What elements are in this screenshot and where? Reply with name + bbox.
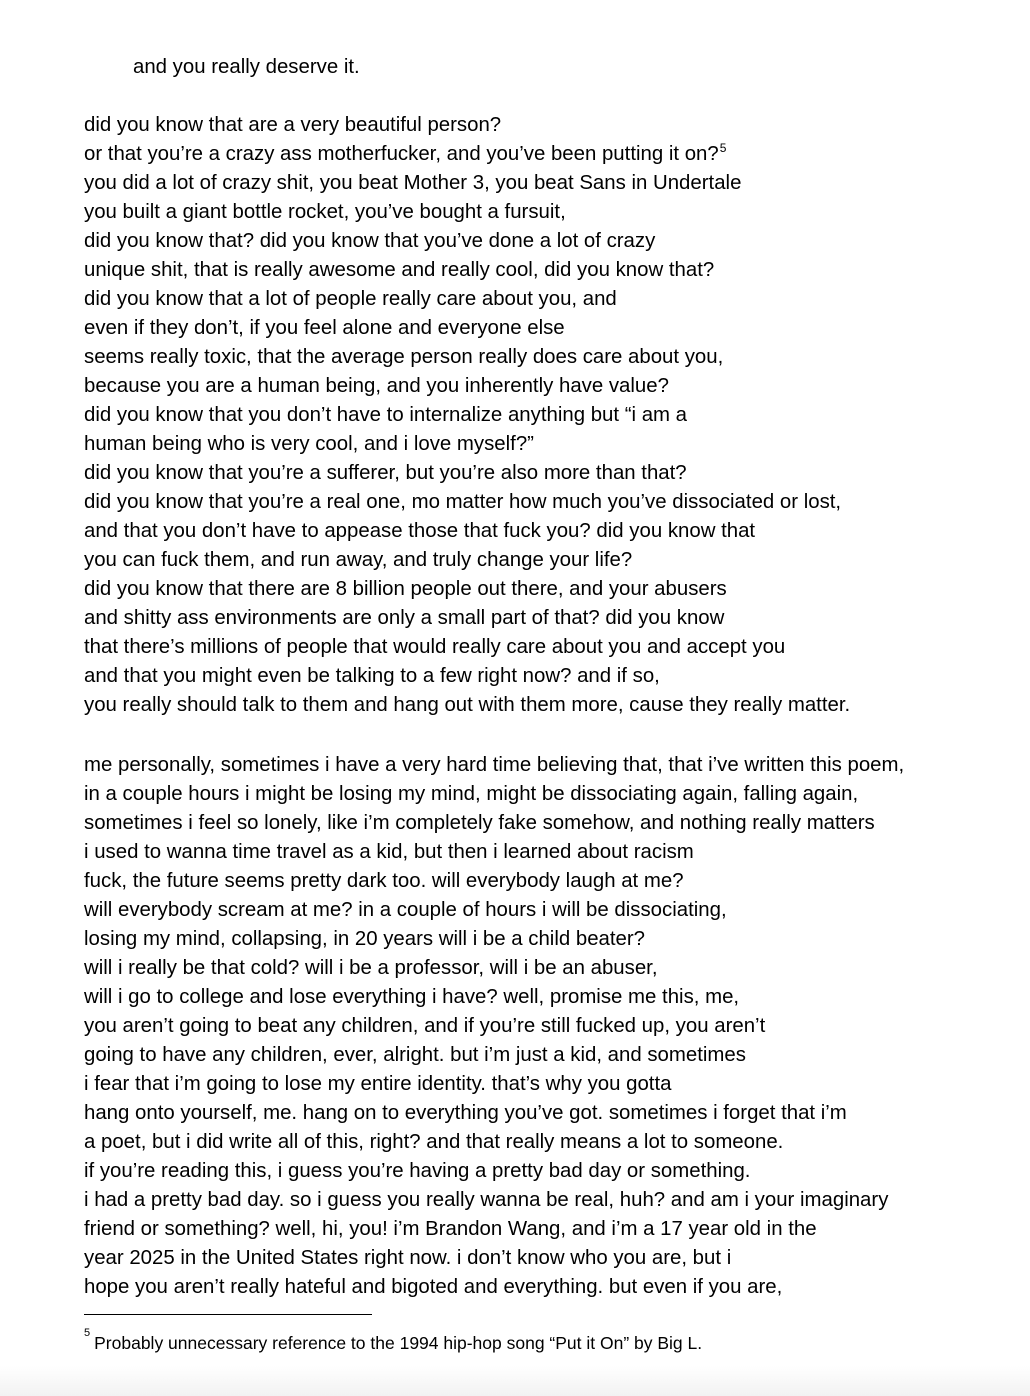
footnote-number: 5 [84,1327,91,1339]
poem-line: and that you don’t have to appease those that fuck you? did you know that [84,520,756,542]
poem-line: because you are a human being, and you inherently have value? [84,375,669,397]
poem-line: i used to wanna time travel as a kid, but then i learned about racism [84,841,694,863]
poem-line: did you know that? did you know that you’ve done a lot of crazy [84,230,656,252]
poem-line: hope you aren’t really hateful and bigoted and everything. but even if you are, [84,1276,783,1298]
poem-line: seems really toxic, that the average person really does care about you, [84,346,724,368]
poem-line: if you’re reading this, i guess you’re having a pretty bad day or something. [84,1160,751,1182]
poem-line: friend or something? well, hi, you! i’m Brandon Wang, and i’m a 17 year old in the [84,1218,817,1240]
poem-line: and that you might even be talking to a few right now? and if so, [84,665,660,687]
poem-line: unique shit, that is really awesome and really cool, did you know that? [84,259,715,281]
poem-line: did you know that there are 8 billion people out there, and your abusers [84,578,727,600]
poem-line: you really should talk to them and hang out with them more, cause they really matter. [84,694,851,716]
poem-line: will everybody scream at me? in a couple of hours i will be dissociating, [84,899,727,921]
poem-line: that there’s millions of people that would really care about you and accept you [84,636,786,658]
poem-line: losing my mind, collapsing, in 20 years will i be a child beater? [84,928,646,950]
poem-line: going to have any children, ever, alright. but i’m just a kid, and sometimes [84,1044,746,1066]
footnote-text: Probably unnecessary reference to the 1994 hip-hop song “Put it On” by Big L. [94,1332,703,1353]
poem-line: you can fuck them, and run away, and truly change your life? [84,549,633,571]
poem-line: in a couple hours i might be losing my mind, might be dissociating again, falling again, [84,783,859,805]
footnote-separator [84,1314,372,1315]
poem-line: you aren’t going to beat any children, and if you’re still fucked up, you aren’t [84,1015,766,1037]
poem-line-text: or that you’re a crazy ass motherfucker, and you’ve been putting it on? [84,143,719,165]
poem-line: you built a giant bottle rocket, you’ve bought a fursuit, [84,201,566,223]
poem-line: a poet, but i did write all of this, right? and that really means a lot to someone. [84,1131,784,1153]
poem-line: did you know that a lot of people really care about you, and [84,288,617,310]
poem-line: i had a pretty bad day. so i guess you really wanna be real, huh? and am i your imaginary [84,1189,889,1211]
poem-opening-line: and you really deserve it. [133,56,360,78]
poem-line: sometimes i feel so lonely, like i’m completely fake somehow, and nothing really matters [84,812,875,834]
poem-line: i fear that i’m going to lose my entire identity. that’s why you gotta [84,1073,672,1095]
poem-line: did you know that you don’t have to internalize anything but “i am a [84,404,688,426]
page-bottom-edge [0,1366,1030,1396]
poem-line: will i go to college and lose everything i have? well, promise me this, me, [84,986,740,1008]
poem-line: fuck, the future seems pretty dark too. will everybody laugh at me? [84,870,684,892]
poem-line: human being who is very cool, and i love myself?” [84,433,534,455]
poem-line: year 2025 in the United States right now. i don’t know who you are, but i [84,1247,732,1269]
poem-line: and shitty ass environments are only a small part of that? did you know [84,607,725,629]
poem-line: did you know that are a very beautiful person? [84,114,502,136]
poem-line: hang onto yourself, me. hang on to everything you’ve got. sometimes i forget that i’m [84,1102,847,1124]
poem-line: did you know that you’re a real one, mo matter how much you’ve dissociated or lost, [84,491,842,513]
footnote-reference-marker[interactable]: 5 [719,141,727,155]
footnote [84,1326,702,1356]
poem-line: even if they don’t, if you feel alone and everyone else [84,317,565,339]
poem-line-with-footnote [84,140,726,169]
poem-line: did you know that you’re a sufferer, but you’re also more than that? [84,462,687,484]
poem-line: you did a lot of crazy shit, you beat Mother 3, you beat Sans in Undertale [84,172,742,194]
poem-line: me personally, sometimes i have a very hard time believing that, that i’ve written this poem, [84,754,905,776]
poem-line: will i really be that cold? will i be a professor, will i be an abuser, [84,957,658,979]
